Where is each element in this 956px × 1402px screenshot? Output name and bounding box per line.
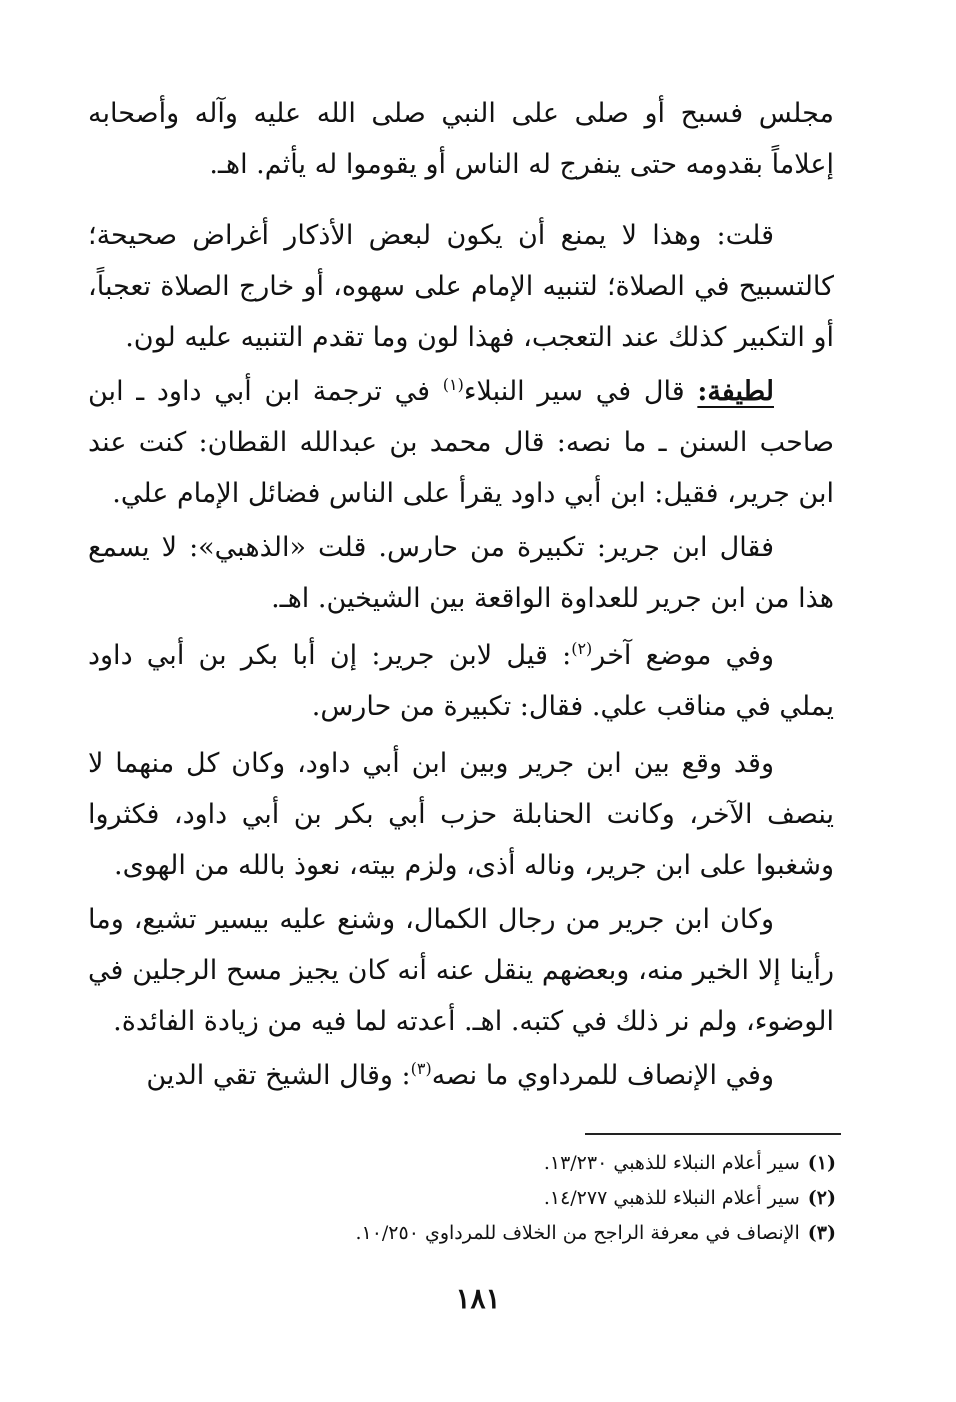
footnote-1-number: (١) bbox=[807, 1152, 836, 1174]
paragraph-4 bbox=[88, 522, 834, 624]
paragraph-2 bbox=[88, 210, 834, 363]
paragraph-6 bbox=[88, 738, 834, 891]
footnote-ref-3[interactable]: (٣) bbox=[410, 1059, 432, 1078]
footnote-ref-1[interactable]: (١) bbox=[442, 375, 464, 394]
paragraph-1 bbox=[88, 88, 834, 190]
paragraph-3-text: في ترجمة ابن أبي داود ـ ابن صاحب السنن ـ ما نصه: قال محمد بن عبدالله القطان: كنت عند ابن جرير، فقيل: ابن أبي داود يقرأ على الناس فضائل الإمام علي. bbox=[88, 376, 834, 509]
paragraph-6-text: وقد وقع بين ابن جرير وبين ابن أبي داود، وكان كل منهما لا ينصف الآخر، وكانت الحنابلة حزب أبي بكر بن أبي داود، فكثروا وشغبوا على ابن جرير، وناله أذى، ولزم بيته، نعوذ بالله من الهوى. bbox=[88, 748, 834, 881]
paragraph-7-text: وكان ابن جرير من رجال الكمال، وشنع عليه بيسير تشيع، وما رأينا إلا الخير منه، وبعضهم ينقل عنه أنه كان يجيز مسح الرجلين في الوضوء، ولم نر ذلك في كتبه. اهـ. أعدته لما فيه من زيادة الفائدة. bbox=[88, 904, 834, 1037]
paragraph-3-text-before-ref: قال في سير النبلاء bbox=[463, 376, 698, 407]
footnotes bbox=[120, 1146, 836, 1251]
footnote-2-number: (٢) bbox=[807, 1187, 836, 1209]
paragraph-3 bbox=[88, 366, 834, 519]
paragraph-5-text: : قيل لابن جرير: إن أبا بكر بن أبي داود يملي في مناقب علي. فقال: تكبيرة من حارس. bbox=[88, 640, 834, 722]
paragraph-5 bbox=[88, 630, 834, 732]
footnote-1 bbox=[120, 1146, 836, 1181]
page-number: ١٨١ bbox=[455, 1282, 501, 1315]
footnote-3 bbox=[120, 1216, 836, 1251]
paragraph-7 bbox=[88, 894, 834, 1047]
footnote-1-text: سير أعلام النبلاء للذهبي ١٣/٢٣٠. bbox=[543, 1152, 800, 1174]
paragraph-8-text: : وقال الشيخ تقي الدين bbox=[146, 1060, 411, 1091]
paragraph-4-text: فقال ابن جرير: تكبيرة من حارس. قلت «الذهبي»: لا يسمع هذا من ابن جرير للعداوة الواقعة بين الشيخين. اهـ. bbox=[88, 532, 834, 614]
paragraph-1-text: مجلس فسبح أو صلى على النبي صلى الله عليه وآله وأصحابه إعلاماً بقدومه حتى ينفرج له الناس أو يقوموا له يأثم. اهـ. bbox=[88, 98, 834, 180]
paragraph-8-text-before-ref: وفي الإنصاف للمرداوي ما نصه bbox=[431, 1060, 774, 1091]
paragraph-3-lead: لطيفة: bbox=[697, 376, 774, 407]
footnote-2 bbox=[120, 1181, 836, 1216]
paragraph-8 bbox=[88, 1050, 834, 1101]
footnote-divider bbox=[585, 1133, 841, 1135]
footnote-3-number: (٣) bbox=[807, 1222, 836, 1244]
footnote-ref-2[interactable]: (٢) bbox=[571, 639, 593, 658]
paragraph-5-text-before-ref: وفي موضع آخر bbox=[592, 640, 774, 671]
footnote-2-text: سير أعلام النبلاء للذهبي ١٤/٢٧٧. bbox=[543, 1187, 800, 1209]
paragraph-2-text: قلت: وهذا لا يمنع أن يكون لبعض الأذكار أغراض صحيحة؛ كالتسبيح في الصلاة؛ لتنبيه الإمام على سهوه، أو خارج الصلاة تعجباً، أو التكبير كذلك عند التعجب، فهذا لون وما تقدم التنبيه عليه لون. bbox=[88, 220, 834, 353]
footnote-3-text: الإنصاف في معرفة الراجح من الخلاف للمرداوي ١٠/٢٥٠. bbox=[355, 1222, 800, 1244]
